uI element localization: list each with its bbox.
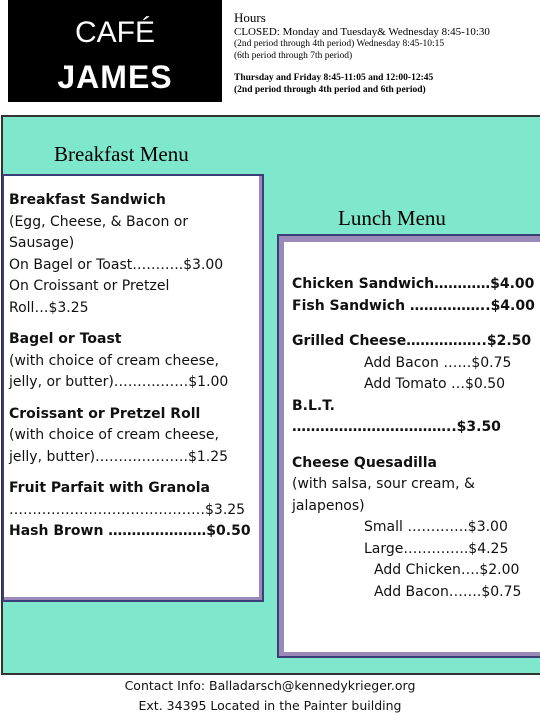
item-name: Fruit Parfait with Granola bbox=[9, 480, 210, 496]
item-price: On Bagel or Toast………..$3.00 bbox=[9, 256, 224, 273]
lunch-group-sandwiches bbox=[292, 274, 536, 317]
lunch-items bbox=[292, 274, 536, 617]
contact-line-2: Ext. 34395 Located in the Painter building bbox=[138, 698, 402, 713]
lunch-addon-bacon-2: Add Bacon…….$0.75 bbox=[374, 583, 522, 600]
hours-title: Hours bbox=[234, 10, 266, 25]
logo-line-cafe: CAFÉ bbox=[74, 16, 155, 49]
hours-line-2: (2nd period through 4th period) Wednesday 8:45-10:15 bbox=[234, 39, 445, 49]
item-desc: (with choice of cream cheese, bbox=[9, 427, 219, 443]
item-desc: (with salsa, sour cream, & bbox=[292, 476, 475, 492]
item-desc: (Egg, Cheese, & Bacon or bbox=[9, 213, 189, 230]
hours-line-3: (6th period through 7th period) bbox=[234, 51, 353, 61]
item-price: Roll…$3.25 bbox=[9, 299, 89, 316]
item-desc: Sausage) bbox=[9, 235, 75, 251]
lunch-size-large: Large…………..$4.25 bbox=[364, 540, 509, 557]
lunch-size-small: Small ………….$3.00 bbox=[364, 519, 508, 535]
lunch-item-fish-sandwich: Fish Sandwich ……………..$4.00 bbox=[292, 297, 535, 314]
hours-closed: CLOSED: Monday and Tuesday& Wednesday 8:45-10:30 bbox=[234, 26, 490, 38]
breakfast-menu-title: Breakfast Menu bbox=[54, 142, 189, 166]
item-name: Hash Brown …………………$0.50 bbox=[9, 523, 251, 539]
contact-line-1: Contact Info: Balladarsch@kennedykrieger.org bbox=[124, 678, 416, 693]
item-desc: (with choice of cream cheese, bbox=[9, 352, 219, 369]
lunch-addon-bacon: Add Bacon ……$0.75 bbox=[364, 354, 512, 371]
item-desc: jalapenos) bbox=[292, 497, 365, 514]
logo-line-james: JAMES bbox=[57, 59, 173, 95]
lunch-group-quesadilla bbox=[292, 453, 536, 604]
breakfast-item-parfait bbox=[9, 478, 259, 543]
lunch-menu-title: Lunch Menu bbox=[338, 206, 446, 230]
item-price: jelly, butter)……….……….$1.25 bbox=[9, 448, 229, 465]
lunch-addon-chicken: Add Chicken….$2.00 bbox=[374, 562, 520, 578]
lunch-group-grilled bbox=[292, 331, 536, 439]
lunch-item-grilled-cheese: Grilled Cheese……………..$2.50 bbox=[292, 333, 532, 349]
item-desc: On Croissant or Pretzel bbox=[9, 278, 170, 294]
hours-block bbox=[234, 10, 534, 96]
hours-line-4: Thursday and Friday 8:45-11:05 and 12:00-12:45 bbox=[234, 73, 434, 83]
item-name: Breakfast Sandwich bbox=[9, 192, 166, 208]
item-price: ……………………………………$3.25 bbox=[9, 501, 246, 518]
cafe-logo bbox=[8, 0, 222, 102]
lunch-item-quesadilla: Cheese Quesadilla bbox=[292, 454, 437, 471]
item-name: Croissant or Pretzel Roll bbox=[9, 405, 201, 422]
lunch-addon-tomato: Add Tomato …$0.50 bbox=[364, 376, 506, 392]
item-price: jelly, or butter)……….……$1.00 bbox=[9, 374, 229, 390]
breakfast-items bbox=[9, 190, 259, 553]
contact-info bbox=[0, 676, 540, 716]
breakfast-item-sandwich bbox=[9, 190, 259, 319]
hours-line-5: (2nd period through 4th period and 6th period) bbox=[234, 85, 426, 95]
breakfast-item-bagel bbox=[9, 329, 259, 394]
item-name: Bagel or Toast bbox=[9, 331, 122, 347]
lunch-item-chicken-sandwich: Chicken Sandwich…………$4.00 bbox=[292, 276, 535, 292]
lunch-item-blt: B.L.T. ……………………………..$3.50 bbox=[292, 397, 501, 435]
breakfast-item-croissant bbox=[9, 404, 259, 469]
